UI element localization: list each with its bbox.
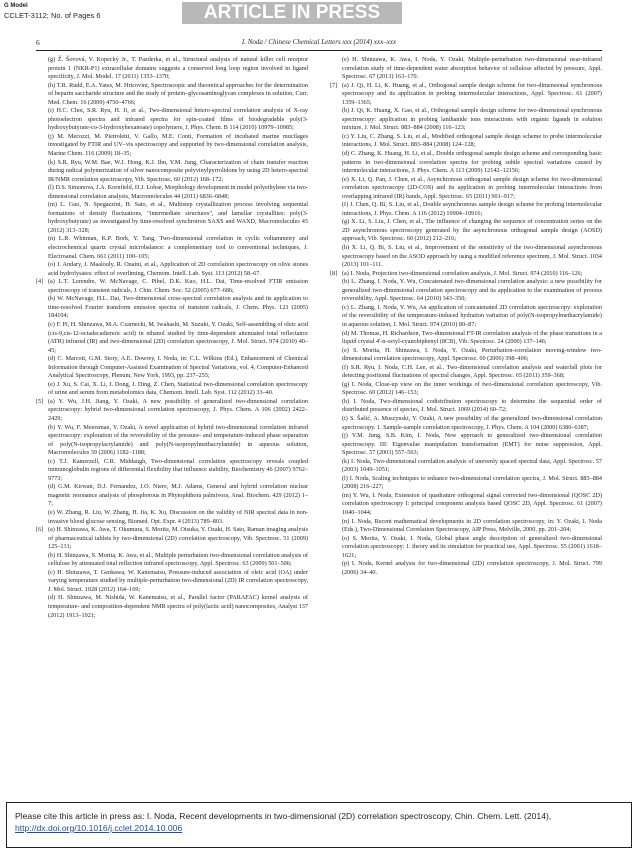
reference-item: (f) J. Chen, Q. Bi, S. Liu, et al., Double asynchronous sample design scheme for probing intermolecular interactions, J. Phys. Chem. A 116 (2012) 10904–10916; xyxy=(342,201,602,217)
reference-item: (d) G.M. Kirwan, D.J. Fernandez, J.O. Niere, M.J. Adams, General and hybrid correlation nuclear magnetic resonance analysis of phosphorous in Phytophthora palmivora, Anal. Biochem. 429 (2012) 1–7; xyxy=(48,483,308,508)
page-number: 6 xyxy=(36,38,40,47)
reference-item: (a) I. Noda, Projection two-dimensional correlation analysis, J. Mol. Struct. 974 (2010) 116–126; xyxy=(342,269,583,277)
reference-item: (g) Ž. Šovová, V. Kopecký Jr., T. Pazderka, et al., Structural analysis of natural killer cell receptor protein 1 (NKR-P1) extracellular domains suggests a conserved long loop region involved in ligand specificity, J. Mol. Model. 17 (2011) 1353–1370; xyxy=(48,56,308,81)
reference-entry xyxy=(36,398,308,526)
reference-item: (d) H. Shinzawa, M. Nishida, W. Kanematsu, et al., Parallel factor (PARAFAC) kernel analysis of temperature- and composition-dependent NMR spectra of poly(lactic acid) nanocomposites, Analyst 137 (2012) 1913–1921; xyxy=(48,594,308,619)
reference-item: (a) L.T. Lerendre, W. McNavage, C. Pibel, D.K. Kuo, H.L. Dai, Time-resolved FTIR emission spectroscopy of transient radicals, J. Chin. Chem. Soc. 52 (2005) 677–686; xyxy=(48,278,308,294)
reference-item: (c) H. Shinzawa, T. Genkawa, W. Kanematsu, Pressure-induced association of oleic acid (OA) under varying temperature studied by multiple-perturbation two-dimensional (2D) IR correlation spectroscopy, J. Mol. Struct. 1028 (2012) 164–169; xyxy=(48,568,308,593)
reference-item: (b) W. McNavage, H.L. Dai, Two-dimensional cross-spectral correlation analysis and its application to time-resolved Fourier transform emission spectra of transient radicals, J. Chem. Phys. 123 (2005) 184104; xyxy=(48,295,308,320)
reference-entry xyxy=(330,56,602,82)
reference-items xyxy=(48,278,308,398)
article-in-press-banner: ARTICLE IN PRESS xyxy=(182,2,402,24)
reference-item: (g) I. Noda, Close-up view on the inner workings of two-dimensional correlation spectroscopy, Vib. Spectrosc. 60 (2012) 146–153; xyxy=(342,380,602,397)
reference-item: (e) X. Li, Q. Pan, J. Chen, et al., Asynchronous orthogonal sample design scheme for two-dimensional correlation spectroscopy (2D-COS) and its application in probing intermolecular interactions from overlapping infrared (IR) bands, Appl. Spectrosc. 65 (2011) 901–917; xyxy=(342,175,602,200)
reference-item: (o) J. Andary, J. Maalouly, R. Ouaini, et al., Application of 2D correlation spectroscopy on olive stones acid hydrolysates: effect of overliming, Chemom. Intell. Lab. Syst. 113 (2012) 58–67. xyxy=(48,261,308,277)
reference-item: (j) Y.M. Jung, S.B. Kim, I. Noda, New approach to generalized two-dimensional correlation spectroscopy. III: Eigenvalue manipulation transformation (EMT) for noise suppression, Appl. Spectrosc. 57 (2003) 557–563; xyxy=(342,432,602,457)
reference-item: (b) L. Zhang, I. Noda, Y. Wu, Concatenated two-dimensional correlation analysis: a new possibility for generalized two-dimensional correlation spectroscopy and its application to the examination of process reversibility, Appl. Spectrosc. 64 (2010) 343–350; xyxy=(342,278,602,303)
g-model-label: G Model xyxy=(4,3,28,9)
reference-item: (d) C. Marcott, G.M. Story, A.E. Dowrey, I. Noda, in: C.L. Wilkins (Ed.), Enhancement of Chemical Information through Computer-Assisted Examination of Spectral Variations, vol. 4, Computer-Enhanced Analytical Spectroscopy, Plenum, New York, 1993, pp. 237–255; xyxy=(48,355,308,380)
reference-item: (k) I. Noda, Two-dimensional correlation analysis of unevenly spaced spectral data, Appl. Spectrosc. 57 (2003) 1049–1051; xyxy=(342,457,602,474)
reference-item: (m) Y. Wu, I. Noda, Extension of quadrature orthogonal signal corrected two-dimensional (QOSC 2D) correlation spectroscopy I: principal component analysis based QOSC 2D, Appl. Spectrosc. 61 (2007) 1040–1044; xyxy=(342,491,602,516)
reference-item: (c) L. Zhang, I. Noda, Y. Wu, An application of concatenated 2D correlation spectroscopy: exploration of the reversibility of the temperature-induced hydration variation of poly(N-isopropylmethacrylamide) in aqueous solution, J. Mol. Struct. 974 (2010) 80–87; xyxy=(342,303,602,328)
reference-item: (e) W. Zhang, R. Liu, W. Zhang, H. Jia, K. Xu, Discussion on the validity of NIR spectral data in non-invasive blood glucose sensing, Biomed. Opt. Expr. 4 (2013) 789–803. xyxy=(48,508,308,525)
reference-item: (k) S.R. Ryu, W.M. Bae, W.J. Hong, K.J. Ihn, Y.M. Jung, Characterization of chain transfer reaction during radical polymerization of silver nanocomposite polyvinylpyrrolidone by using 2D hetero-spectral IR/NMR correlation spectroscopy, Vib. Spectrosc. 60 (2012) 168–172; xyxy=(48,158,308,183)
reference-items xyxy=(48,398,308,526)
reference-item: (i) H.C. Choi, S.R. Ryu, H. Ji, et al., Two-dimensional hetero-spectral correlation analysis of X-ray photoelectron spectra and infrared spectra for spin-coated films of biodegradable poly(3-hydroxybutyrate-co-3-hydroxyhexanoate) copolymers, J. Phys. Chem. B 114 (2010) 10979–10985; xyxy=(48,107,308,132)
reference-item: (b) Y. Wu, F. Meersman, Y. Ozaki, A novel application of hybrid two-dimensional correlation infrared spectroscopy: exploration of the reversibility of the pressure- and temperature-induced phase separation of poly(N-isopropylacrylamide) and poly(N-isopropylmethacrylamide) in aqueous solution, Macromolecules 39 (2006) 1182–1188; xyxy=(48,423,308,457)
reference-item: (d) M. Thomas, H. Richardson, Two-dimensional FT-IR correlation analysis of the phase transitions in a liquid crystal 4'-n-octyl-cyanobiphenyl (8CB), Vib. Spectrosc. 24 (2000) 137–146; xyxy=(342,329,602,346)
reference-items xyxy=(48,56,308,278)
reference-number: [7] xyxy=(330,81,338,89)
journal-id: CCLET-3112; No. of Pages 6 xyxy=(4,11,101,20)
reference-items xyxy=(342,270,602,578)
reference-item: (l) D.S. Simonova, J.A. Kornfield, D.J. Lohse, Morphology development in model polyethylene via two-dimensional correlation analysis, Macromolecules 44 (2011) 6836–6848; xyxy=(48,184,308,200)
reference-number: [4] xyxy=(36,278,44,286)
reference-item: (e) S. Morita, H. Shinzawa, I. Noda, Y. Ozaki, Perturbation-correlation moving-window two-dimensional correlation spectroscopy, Appl. Spectrosc. 60 (2006) 398–406; xyxy=(342,346,602,363)
reference-item: (a) H. Shinzawa, K. Awa, T. Okumura, S. Morita, M. Otsuka, Y. Ozaki, H. Sato, Raman imaging analysis of pharmaceutical tablets by two-dimensional (2D) correlation spectroscopy, Vib. Spectrosc. 51 (2009) 125–131; xyxy=(48,526,308,551)
citation-text: Please cite this article in press as: I. Noda, Recent developments in two-dimensional (2D) correlation spectroscopy, Chin. Chem. Lett. (2014), xyxy=(15,811,552,821)
reference-entry xyxy=(36,526,308,620)
reference-number: [5] xyxy=(36,397,44,405)
reference-column-right xyxy=(330,56,602,577)
reference-item: (h) T.R. Rudd, E.A. Yates, M. Hricovíni, Spectroscopic and theoretical approaches for the determination of heparin saccharide structure and the study of protein–glycosaminoglycan complexes in solution, Curr. Med. Chem. 16 (2009) 4750–4766; xyxy=(48,81,308,106)
reference-item: (p) I. Noda, Kernel analysis for two-dimensional (2D) correlation spectroscopy, J. Mol. Struct. 799 (2006) 34–40. xyxy=(342,560,602,576)
reference-items xyxy=(48,526,308,620)
reference-item: (i) S. Šašić, A. Muszynski, Y. Ozaki, A new possibility of the generalized two-dimensional correlation spectroscopy. 1. Sample-sample correlation spectroscopy, J. Phys. Chem. A 104 (2000) 6380–6387; xyxy=(342,414,602,431)
reference-column-left xyxy=(36,56,308,620)
reference-item: (h) X. Li, Q. Bi, S. Liu, et al., Improvement of the sensitivity of the two-dimensional asynchronous spectroscopy based on the ASOD approach by using a modified reference spectrum, J. Mol. Struct. 1034 (2013) 101–111. xyxy=(342,244,602,269)
reference-item: (a) J. Qi, H. Li, K. Huang, et al., Orthogonal sample design scheme for two-dimensional synchronous spectroscopy and its application in probing intermolecular interactions, Appl. Spectrosc. 61 (2007) 1359–1365; xyxy=(342,81,602,106)
citation-box xyxy=(6,802,632,848)
reference-number xyxy=(330,56,342,82)
reference-item: (b) J. Qi, K. Huang, X. Gao, et al., Orthogonal sample design scheme for two-dimensional synchronous spectroscopy: application in probing lanthanide ions interactions with organic ligands in solution mixture, J. Mol. Struct. 883–884 (2008) 116–123; xyxy=(342,107,602,132)
doi-link[interactable]: http://dx.doi.org/10.1016/j.cclet.2014.10.006 xyxy=(15,823,183,833)
reference-item: (g) X. Li, S. Liu, J. Chen, et al., The influence of changing the sequence of concentration series on the 2D asynchronous spectroscopy generated by the asynchronous orthogonal sample design (AOSD) approach, Vib. Spectrosc. 60 (2012) 212–216; xyxy=(342,218,602,243)
reference-items xyxy=(342,56,602,82)
reference-item: (f) S.R. Ryu, I. Noda, C.H. Lee, et al., Two-dimensional correlation analysis and waterfall plots for detecting positional fluctuations of spectral changes, Appl. Spectrosc. 65 (2011) 359–368; xyxy=(342,363,602,380)
header-rule xyxy=(36,50,602,51)
running-head: I. Noda / Chinese Chemical Letters xxx (2014) xxx–xxx xyxy=(241,38,397,46)
reference-item: (e) J. Xu, S. Cai, X. Li, J. Dong, J. Ding, Z. Chen, Statistical two-dimensional correlation spectroscopy of urine and serum from metabolomics data, Chemom. Intell. Lab. Syst. 112 (2012) 33–40. xyxy=(48,380,308,397)
reference-item: (e) H. Shinzawa, K. Awa, I. Noda, Y. Ozaki, Multiple-perturbation two-dimensional near-infrared correlation study of time-dependent water absorption behavior of cellulose affected by pressure, Appl. Spectrosc. 67 (2013) 163–170. xyxy=(342,56,602,81)
reference-item: (b) H. Shinzawa, S. Morita, K. Awa, et al., Multiple perturbation two-dimensional correlation analysis of cellulose by attenuated total reflection infrared spectroscopy, Appl. Spectrosc. 63 (2009) 501–506; xyxy=(48,551,308,568)
reference-item: (n) L.R. Whitman, K.P. Bork, Y. Tang, Two-dimensional correlation in cyclic voltammetry and electrochemical quartz crystal microbalance: a complementary tool to conventional techniques, J. Electroanal. Chem. 661 (2011) 100–105; xyxy=(48,235,308,260)
reference-entry xyxy=(36,278,308,398)
reference-entry xyxy=(36,56,308,278)
reference-entry xyxy=(330,270,602,578)
reference-item: (m) L. Guo, N. Spegazzini, H. Sato, et al., Multistep crystallization process involving sequential formations of density fluctuations, "intermediate structures", and lamellar crystallites: poly(3-hydroxybutyrate) as investigated by time-resolved synchrotron SAXS and WAXD, Macromolecules 45 (2012) 313–328; xyxy=(48,201,308,234)
reference-item: (d) C. Zhang, K. Huang, H. Li, et al., Double orthogonal sample design scheme and corresponding basic patterns in two-dimensional correlation spectra for probing subtle spectral variations caused by intermolecular interactions, J. Phys. Chem. A 113 (2009) 12142–12156; xyxy=(342,150,602,175)
reference-entry xyxy=(330,82,602,270)
reference-item: (a) Y. Wu, J.H. Jiang, Y. Ozaki, A new possibility of generalized two-dimensional correlation spectroscopy: hybrid two-dimensional correlation spectroscopy, J. Phys. Chem. A 106 (2002) 2422–2429; xyxy=(48,397,308,422)
reference-item: (n) I. Noda, Recent mathematical developments in 2D correlation spectroscopy, in: Y. Ozaki, I. Noda (Eds.), Two-Dimensional Correlation Spectroscopy, AIP Press, Melville, 2000, pp. 201–204; xyxy=(342,517,602,534)
reference-item: (c) T.J. Kamerzell, C.R. Middaugh, Two-dimensional correlation spectroscopy reveals coupled immunoglobulin regions of differential flexibility that influence stability, Biochemistry 46 (2007) 9762–9773; xyxy=(48,457,308,482)
reference-item: (c) Y. Liu, C. Zhang, S. Liu, et al., Modified orthogonal sample design scheme to probe intermolecular interactions, J. Mol. Struct. 883–884 (2008) 124–128; xyxy=(342,132,602,149)
reference-number: [8] xyxy=(330,269,338,277)
reference-item: (h) I. Noda, Two-dimensional codistribution spectroscopy to determine the sequential order of distributed presence of species, J. Mol. Struct. 1069 (2014) 60–72; xyxy=(342,397,602,414)
reference-items xyxy=(342,82,602,270)
reference-item: (l) I. Noda, Scaling techniques to enhance two-dimensional correlation spectra, J. Mol. Struct. 883–884 (2008) 216–227; xyxy=(342,474,602,491)
reference-number: [6] xyxy=(36,526,44,534)
reference-item: (c) F. Pi, H. Shinzawa, M.A. Czarnecki, M. Iwahashi, M. Suzuki, Y. Ozaki, Self-assembling of oleic acid (cis-9,cis-12-octadecadienoic acid) in ethanol studied by time-dependent attenuated total reflectance (ATR) infrared (IR) and two-dimensional (2D) correlation spectroscopy, J. Mol. Struct. 974 (2010) 40–45; xyxy=(48,320,308,354)
reference-item: (o) S. Morita, Y. Ozaki, I. Noda, Global phase angle description of generalized two-dimensional correlation spectroscopy: 1. theory and its simulation for practical use, Appl. Spectrosc. 55 (2001) 1618–1621; xyxy=(342,534,602,559)
reference-number xyxy=(36,56,48,278)
reference-item: (j) M. Mecozzi, M. Pietroletti, V. Gallo, M.E. Conti, Formation of incubated marine mucilages investigated by FTIR and UV–vis spectroscopy and supported by two-dimensional correlation analysis, Marine Chem. 116 (2009) 18–35; xyxy=(48,132,308,158)
